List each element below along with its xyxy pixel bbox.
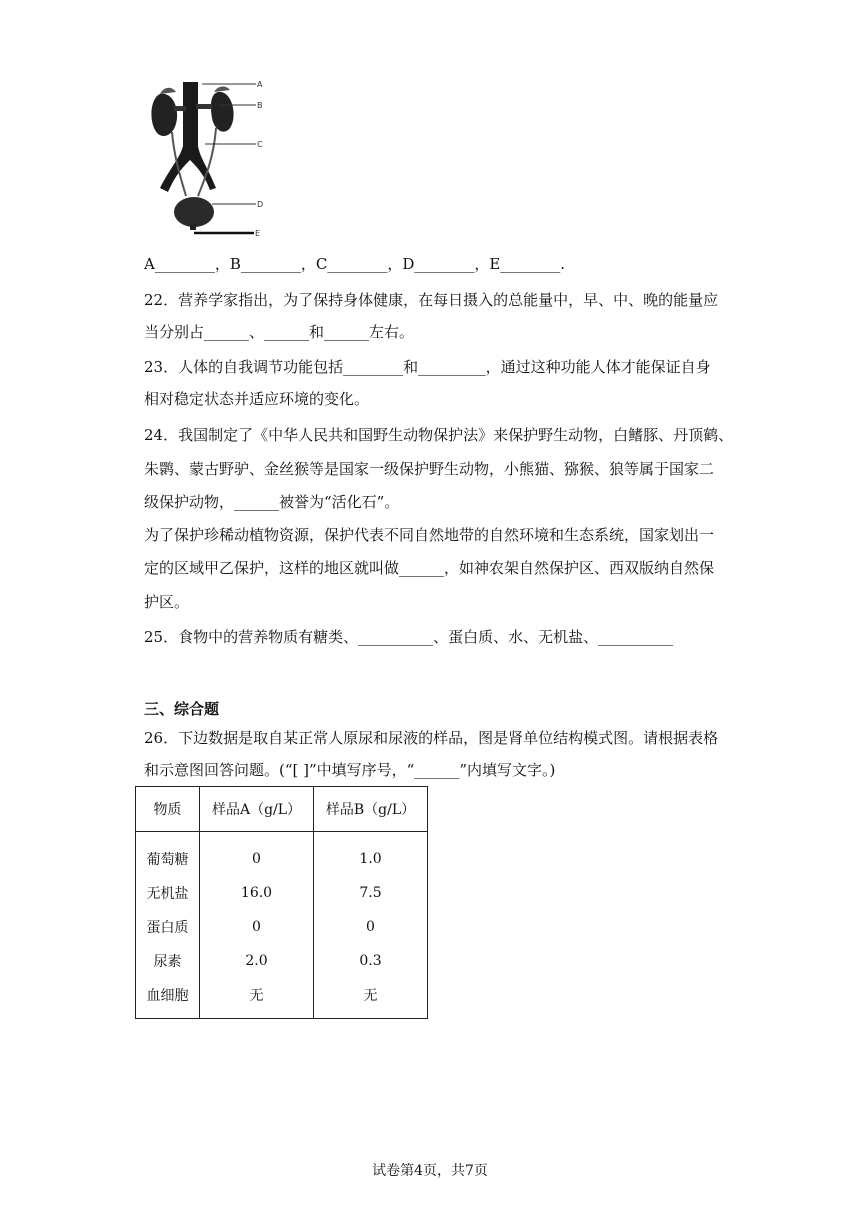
table-row (136, 832, 428, 877)
table-row (136, 944, 428, 978)
table-cell: 2.0 (200, 944, 314, 978)
table-header: 样品A（g/L） (200, 787, 314, 832)
table-header: 样品B（g/L） (314, 787, 428, 832)
q26-line2: 和示意图回答问题。(“[ ]”中填写序号，“______”内填写文字。) (144, 761, 556, 779)
q23-line1: 23．人体的自我调节功能包括________和_________，通过这种功能人体才能保证自身 (144, 358, 711, 376)
table-row (136, 910, 428, 944)
q25-line: 25．食物中的营养物质有糖类、__________、蛋白质、水、无机盐、__________ (144, 628, 674, 646)
table-cell: 1.0 (314, 832, 428, 877)
table-cell: 0 (200, 832, 314, 877)
label-d: D (257, 200, 264, 209)
q24-para2-line3: 护区。 (144, 593, 190, 611)
table-header-row (136, 787, 428, 832)
table-cell: 尿素 (136, 944, 200, 978)
q23-line2: 相对稳定状态并适应环境的变化。 (144, 390, 370, 408)
table-cell: 0.3 (314, 944, 428, 978)
table-row (136, 876, 428, 910)
section-title: 三、综合题 (144, 700, 220, 718)
q24-para2-line1: 为了保护珍稀动植物资源，保护代表不同自然地带的自然环境和生态系统，国家划出一 (144, 526, 715, 544)
q22-line1: 22．营养学家指出，为了保持身体健康，在每日摄入的总能量中，早、中、晚的能量应 (144, 291, 719, 309)
q26-line1: 26．下边数据是取自某正常人原尿和尿液的样品，图是肾单位结构模式图。请根据表格 (144, 729, 719, 747)
table-header: 物质 (136, 787, 200, 832)
table-cell: 7.5 (314, 876, 428, 910)
page-footer: 试卷第4页，共7页 (372, 1163, 488, 1179)
urinary-system-figure (150, 76, 275, 242)
sample-table (135, 786, 428, 1019)
label-c: C (257, 140, 263, 149)
table-cell: 无 (314, 978, 428, 1019)
q24-line2: 朱鹮、蒙古野驴、金丝猴等是国家一级保护野生动物，小熊猫、猕猴、狼等属于国家二 (144, 460, 715, 478)
table-row (136, 978, 428, 1019)
table-cell: 葡萄糖 (136, 832, 200, 877)
table-cell: 0 (200, 910, 314, 944)
table-cell: 无 (200, 978, 314, 1019)
bladder (174, 197, 214, 227)
table-cell: 蛋白质 (136, 910, 200, 944)
q24-para2-line2: 定的区域甲乙保护，这样的地区就叫做______，如神农架自然保护区、西双版纳自然保 (144, 559, 715, 577)
table-cell: 无机盐 (136, 876, 200, 910)
table-cell: 0 (314, 910, 428, 944)
label-b: B (257, 101, 263, 110)
figure-blanks: A________，B________，C________，D________，E________. (144, 255, 566, 273)
table-cell: 血细胞 (136, 978, 200, 1019)
q24-line1: 24．我国制定了《中华人民共和国野生动物保护法》来保护野生动物，白鳍豚、丹顶鹤、 (144, 426, 734, 444)
q24-line3: 级保护动物，______被誉为“活化石”。 (144, 493, 400, 511)
label-a: A (257, 80, 263, 89)
table-cell: 16.0 (200, 876, 314, 910)
q22-line2: 当分别占______、______和______左右。 (144, 323, 415, 341)
label-e: E (255, 229, 261, 238)
right-kidney (211, 92, 234, 132)
left-kidney (151, 94, 177, 136)
